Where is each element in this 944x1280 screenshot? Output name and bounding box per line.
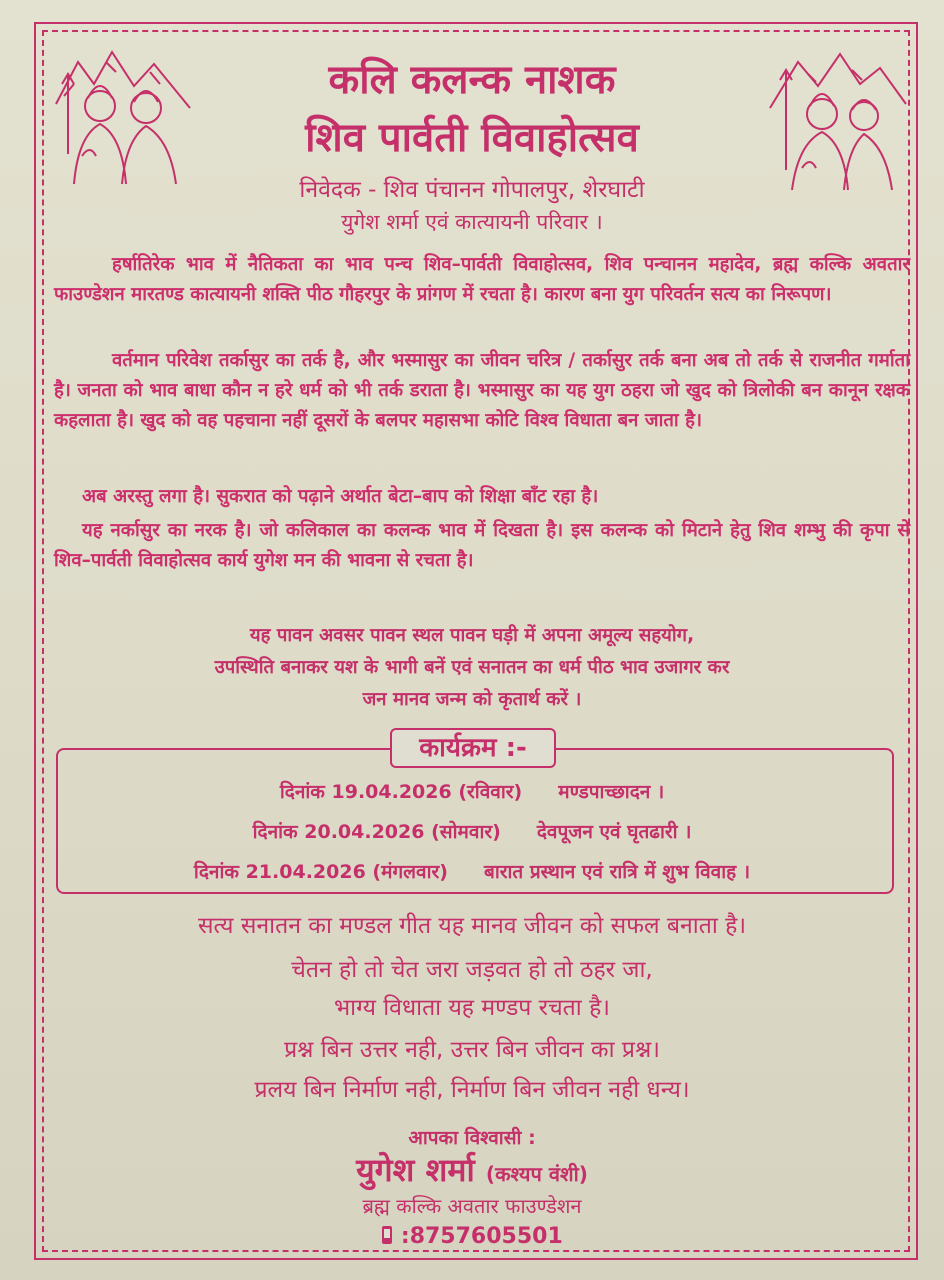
program-item-date: दिनांक 20.04.2026 (सोमवार) bbox=[252, 821, 501, 843]
verse-line-3: भाग्य विधाता यह मण्डप रचता है। bbox=[333, 995, 610, 1021]
appeal-line-1: यह पावन अवसर पावन स्थल पावन घड़ी में अपना अमूल्य सहयोग, bbox=[249, 625, 695, 646]
paragraph-2: वर्तमान परिवेश तर्कासुर का तर्क है, और भस्मासुर का जीवन चरित्र / तर्कासुर तर्क बना अब तो तर्क से राजनीत गर्माता है। जनता को भाव बाधा कौन न हरे धर्म को भी तर्क डराता है। भस्मासुर का यह युग ठहरा जो खुद को त्रिलोकी बन कानून रक्षक कहलाता है। खुद को वह पहचाना नहीं दूसरों के बलपर महासभा कोटि विश्व विधाता बन जाता है। bbox=[54, 350, 910, 431]
signature-name: युगेश शर्मा bbox=[356, 1151, 475, 1189]
verse-line-5: प्रलय बिन निर्माण नही, निर्माण बिन जीवन नही धन्य। bbox=[254, 1077, 690, 1103]
signature-organization: ब्रह्म कल्कि अवतार फाउण्डेशन bbox=[362, 1194, 582, 1218]
program-item-date: दिनांक 19.04.2026 (रविवार) bbox=[279, 781, 523, 803]
paragraph-3: अब अरस्तु लगा है। सुकरात को पढ़ाने अर्थात बेटा–बाप को शिक्षा बाँट रहा है। bbox=[82, 486, 599, 507]
appeal-line-2: उपस्थिति बनाकर यश के भागी बनें एवं सनातन का धर्म पीठ भाव उजागर कर bbox=[214, 657, 730, 678]
verse-line-2: चेतन हो तो चेत जरा जड़वत हो तो ठहर जा, bbox=[291, 957, 653, 983]
program-item-event: देवपूजन एवं घृतढारी । bbox=[536, 821, 692, 843]
title-line-2: शिव पार्वती विवाहोत्सव bbox=[305, 115, 639, 161]
presenter-line: निवेदक - शिव पंचानन गोपालपुर, शेरघाटी bbox=[299, 177, 645, 203]
signature-clan: (कश्यप वंशी) bbox=[485, 1162, 588, 1186]
paragraph-4: यह नर्कासुर का नरक है। जो कलिकाल का कलन्क भाव में दिखता है। इस कलन्क को मिटाने हेतु शिव शम्भु की कृपा से शिव–पार्वती विवाहोत्सव कार्य युगेश मन की भावना से रचता है। bbox=[54, 520, 910, 571]
verse-line-1: सत्य सनातन का मण्डल गीत यह मानव जीवन को सफल बनाता है। bbox=[197, 913, 747, 939]
signature-phone-line bbox=[0, 1224, 944, 1249]
program-item-2 bbox=[0, 818, 944, 844]
program-item-date: दिनांक 21.04.2026 (मंगलवार) bbox=[193, 861, 448, 883]
appeal-line-3: जन मानव जन्म को कृतार्थ करें । bbox=[362, 689, 582, 710]
program-title: कार्यक्रम :- bbox=[390, 728, 556, 768]
phone-number: :8757605501 bbox=[400, 1224, 563, 1249]
family-line: युगेश शर्मा एवं कात्यायनी परिवार । bbox=[341, 210, 603, 234]
program-item-event: मण्डपाच्छादन । bbox=[558, 781, 665, 803]
verse-line-4: प्रश्न बिन उत्तर नही, उत्तर बिन जीवन का प्रश्न। bbox=[284, 1037, 660, 1063]
paragraph-1: हर्षातिरेक भाव में नैतिकता का भाव पन्च शिव–पार्वती विवाहोत्सव, शिव पन्चानन महादेव, ब्रह्म कल्कि अवतार फाउण्डेशन मारतण्ड कात्यायनी शक्ति पीठ गौहरपुर के प्रांगण में रचता है। कारण बना युग परिवर्तन सत्य का निरूपण। bbox=[54, 254, 910, 305]
signature-name-line bbox=[0, 1148, 944, 1191]
program-item-event: बारात प्रस्थान एवं रात्रि में शुभ विवाह । bbox=[483, 861, 751, 883]
program-item-3 bbox=[0, 858, 944, 884]
program-item-1 bbox=[0, 778, 944, 804]
phone-icon bbox=[381, 1225, 393, 1245]
title-line-1: कलि कलन्क नाशक bbox=[328, 57, 616, 103]
signature-label: आपका विश्वासी : bbox=[408, 1127, 536, 1149]
